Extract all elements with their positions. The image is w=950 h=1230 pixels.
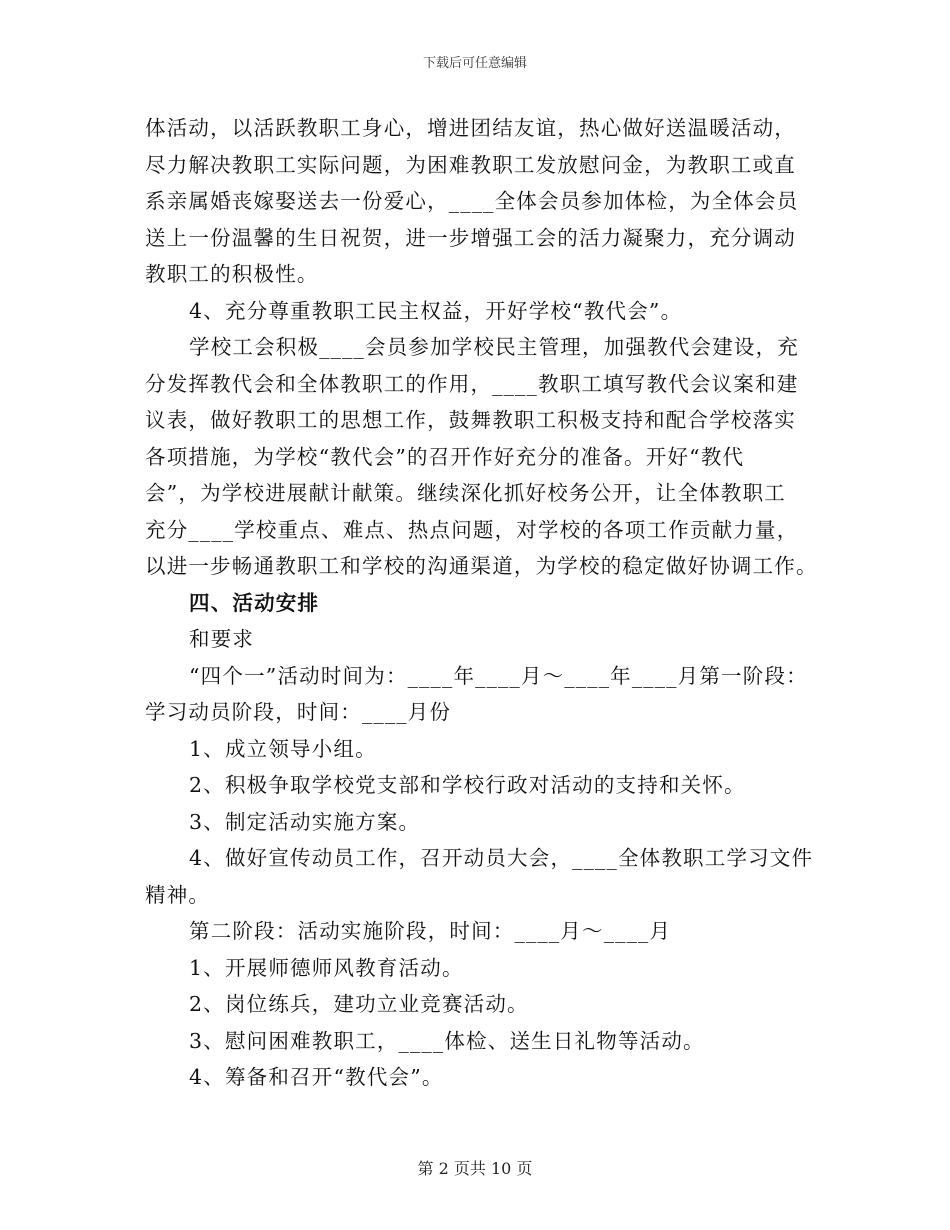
body-line: 系亲属婚丧嫁娶送去一份爱心，____全体会员参加体检，为全体会员 xyxy=(145,189,799,213)
body-line: 精神。 xyxy=(145,882,211,907)
body-line: 议表，做好教职工的思想工作，鼓舞教职工积极支持和配合学校落实 xyxy=(145,408,796,432)
body-line: 体活动，以活跃教职工身心，增进团结友谊，热心做好送温暖活动， xyxy=(145,116,796,140)
body-line: 尽力解决教职工实际问题，为困难教职工发放慰问金，为教职工或直 xyxy=(145,152,796,177)
list-item: 4、充分尊重教职工民主权益，开好学校“教代会”。 xyxy=(189,298,683,323)
body-line: 学习动员阶段，时间：____月份 xyxy=(145,700,452,724)
body-line: 各项措施，为学校“教代会”的召开作好充分的准备。开好“教代 xyxy=(145,444,745,469)
list-item: 1、开展师德师风教育活动。 xyxy=(189,955,464,980)
body-line: 送上一份温馨的生日祝贺，进一步增强工会的活力凝聚力，充分调动 xyxy=(145,225,796,250)
body-line: 充分____学校重点、难点、热点问题，对学校的各项工作贡献力量， xyxy=(145,517,799,542)
body-line: 教职工的积极性。 xyxy=(145,262,319,286)
list-item: 4、筹备和召开“教代会”。 xyxy=(189,1065,444,1089)
body-line: 会”，为学校进展献计献策。继续深化抓好校务公开，让全体教职工 xyxy=(145,481,786,505)
body-line: 以进一步畅通教职工和学校的沟通渠道，为学校的稳定做好协调工作。 xyxy=(145,554,818,578)
list-item: 3、制定活动实施方案。 xyxy=(189,809,421,834)
list-item: 4、做好宣传动员工作，召开动员大会，____全体教职工学习文件 xyxy=(189,846,814,870)
paragraph-start: 学校工会积极____会员参加学校民主管理，加强教代会建设，充 xyxy=(189,335,799,359)
list-item: 1、成立领导小组。 xyxy=(189,736,377,761)
schedule-line: “四个一”活动时间为：____年____月～____年____月第一阶段： xyxy=(189,663,808,688)
document-body xyxy=(145,110,818,1096)
section-heading: 四、活动安排 xyxy=(189,590,320,615)
list-item: 3、慰问困难教职工，____体检、送生日礼物等活动。 xyxy=(189,1028,705,1053)
list-item: 2、积极争取学校党支部和学校行政对活动的支持和关怀。 xyxy=(189,773,746,797)
page-header: 下载后可任意编辑 xyxy=(422,56,527,71)
section-heading-continuation: 和要求 xyxy=(189,627,255,651)
stage-heading: 第二阶段：活动实施阶段，时间：____月～____月 xyxy=(189,919,672,943)
list-item: 2、岗位练兵，建功立业竞赛活动。 xyxy=(189,992,529,1016)
page-footer: 第 2 页共 10 页 xyxy=(417,1159,533,1178)
body-line: 分发挥教代会和全体教职工的作用，____教职工填写教代会议案和建 xyxy=(145,371,799,396)
